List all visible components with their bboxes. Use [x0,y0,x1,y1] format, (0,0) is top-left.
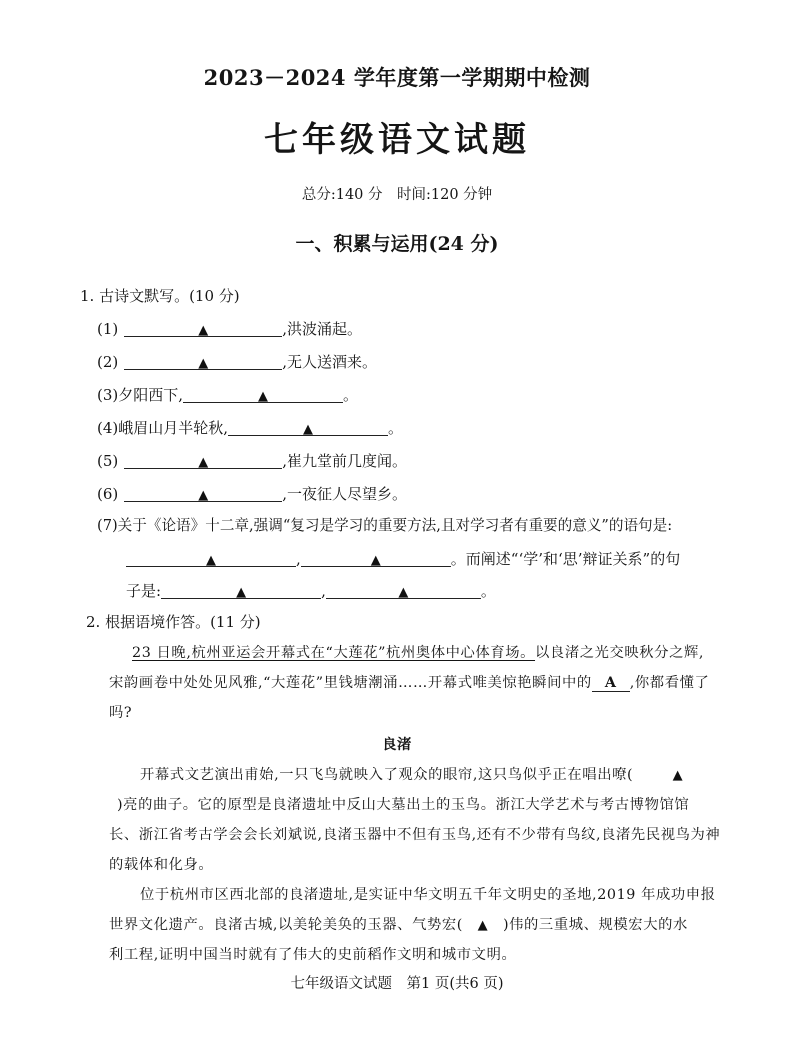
question-1-item-7-line3 [126,581,496,601]
intro-text: 宋韵画卷中处处见风雅,“大莲花”里钱塘潮涌……开幕式唯美惊艳瞬间中的 [109,675,592,691]
item-text: 。 [480,582,496,600]
question-1-item-4 [97,418,403,438]
answer-blank[interactable] [183,385,343,403]
triangle-marker-icon: ▲ [370,553,381,568]
answer-blank[interactable] [326,581,481,599]
triangle-marker-icon: ▲ [303,422,314,437]
question-2-intro-line1 [132,643,704,663]
question-2-intro-line2 [109,673,709,693]
question-2-intro-line3: 吗? [109,705,133,721]
triangle-marker-icon: ▲ [198,356,209,371]
item-text: , [296,550,301,568]
triangle-marker-icon: ▲ [198,323,209,338]
passage-p2-line3: 利工程,证明中国当时就有了伟大的史前稻作文明和城市文明。 [109,947,517,963]
item-text: 子是: [126,582,162,600]
answer-blank[interactable] [124,451,282,469]
answer-blank[interactable] [301,549,451,567]
triangle-marker-icon: ▲ [236,585,247,600]
triangle-marker-icon: ▲ [398,585,409,600]
triangle-marker-icon: ▲ [198,455,209,470]
item-text: ,一夜征人尽望乡。 [282,485,408,503]
answer-blank[interactable] [124,319,282,337]
item-number: (4) [97,419,119,437]
triangle-marker-icon: ▲ [206,553,216,568]
passage-text: 开幕式文艺演出甫始,一只飞鸟就映入了观众的眼帘,这只鸟似乎正在唱出嘹( [140,767,634,783]
triangle-marker-icon: ▲ [477,918,489,933]
question-1-item-5 [97,451,407,471]
passage-text: 世界文化遗产。良渚古城,以美轮美奂的玉器、气势宏( [109,917,463,933]
intro-text: 以良渚之光交映秋分之辉, [535,645,705,661]
exam-main-title: 七年级语文试题 [264,120,530,160]
triangle-marker-icon: ▲ [258,389,269,404]
question-1-item-3 [97,385,358,405]
passage-p1-line1 [140,765,683,785]
question-1-item-6 [97,484,407,504]
item-number: (6) [97,485,119,503]
triangle-marker-icon: ▲ [672,768,684,783]
question-1-stem: 1. 古诗文默写。(10 分) [80,287,240,305]
section-title: 一、积累与运用(24 分) [295,233,499,255]
item-text: 峨眉山月半轮秋, [118,419,229,437]
exam-score-time: 总分:140 分 时间:120 分钟 [301,187,493,203]
item-text: 。而阐述“‘学’和‘思’辩证关系”的句 [450,550,681,568]
passage-p1-line2: )亮的曲子。它的原型是良渚遗址中反山大墓出土的玉鸟。浙江大学艺术与考古博物馆馆 [117,797,690,813]
item-text: , [321,582,326,600]
question-2-stem: 2. 根据语境作答。(11 分) [86,613,261,631]
item-text: ,崔九堂前几度闻。 [282,452,408,470]
question-1-item-7-line1: (7)关于《论语》十二章,强调“复习是学习的重要方法,且对学习者有重要的意义”的语句是: [97,517,673,534]
answer-blank[interactable] [124,352,282,370]
underlined-sentence: 23 日晚,杭州亚运会开幕式在“大莲花”杭州奥体中心体育场。 [132,645,536,661]
answer-blank[interactable] [126,549,296,567]
item-number: (5) [97,452,119,470]
item-number: (1) [97,320,119,338]
item-text: ,无人送酒来。 [282,353,378,371]
item-text: 夕阳西下, [118,386,184,404]
passage-title: 良渚 [382,737,412,753]
intro-text: ,你都看懂了 [629,675,710,691]
answer-blank[interactable] [228,418,388,436]
blank-a[interactable]: A [592,675,630,692]
exam-year-title: 2023－2024 学年度第一学期期中检测 [203,65,591,90]
passage-p1-line3: 长、浙江省考古学会会长刘斌说,良渚玉器中不但有玉鸟,还有不少带有鸟纹,良渚先民视鸟为神 [109,827,721,843]
triangle-marker-icon: ▲ [198,488,209,503]
item-number: (2) [97,353,119,371]
item-text: 。 [388,419,404,437]
item-number: (3) [97,386,119,404]
item-text: ,洪波涌起。 [282,320,363,338]
answer-blank[interactable] [161,581,321,599]
question-1-item-7-line2 [126,549,680,569]
answer-blank[interactable] [124,484,282,502]
page-footer: 七年级语文试题 第1 页(共6 页) [290,976,504,992]
item-text: 。 [343,386,359,404]
passage-text: )伟的三重城、规模宏大的水 [502,917,688,933]
passage-p2-line1: 位于杭州市区西北部的良渚遗址,是实证中华文明五千年文明史的圣地,2019 年成功申报 [140,887,716,903]
question-1-item-1 [97,319,362,339]
passage-p1-line4: 的载体和化身。 [109,857,214,873]
question-1-item-2 [97,352,377,372]
passage-p2-line2 [109,915,688,935]
